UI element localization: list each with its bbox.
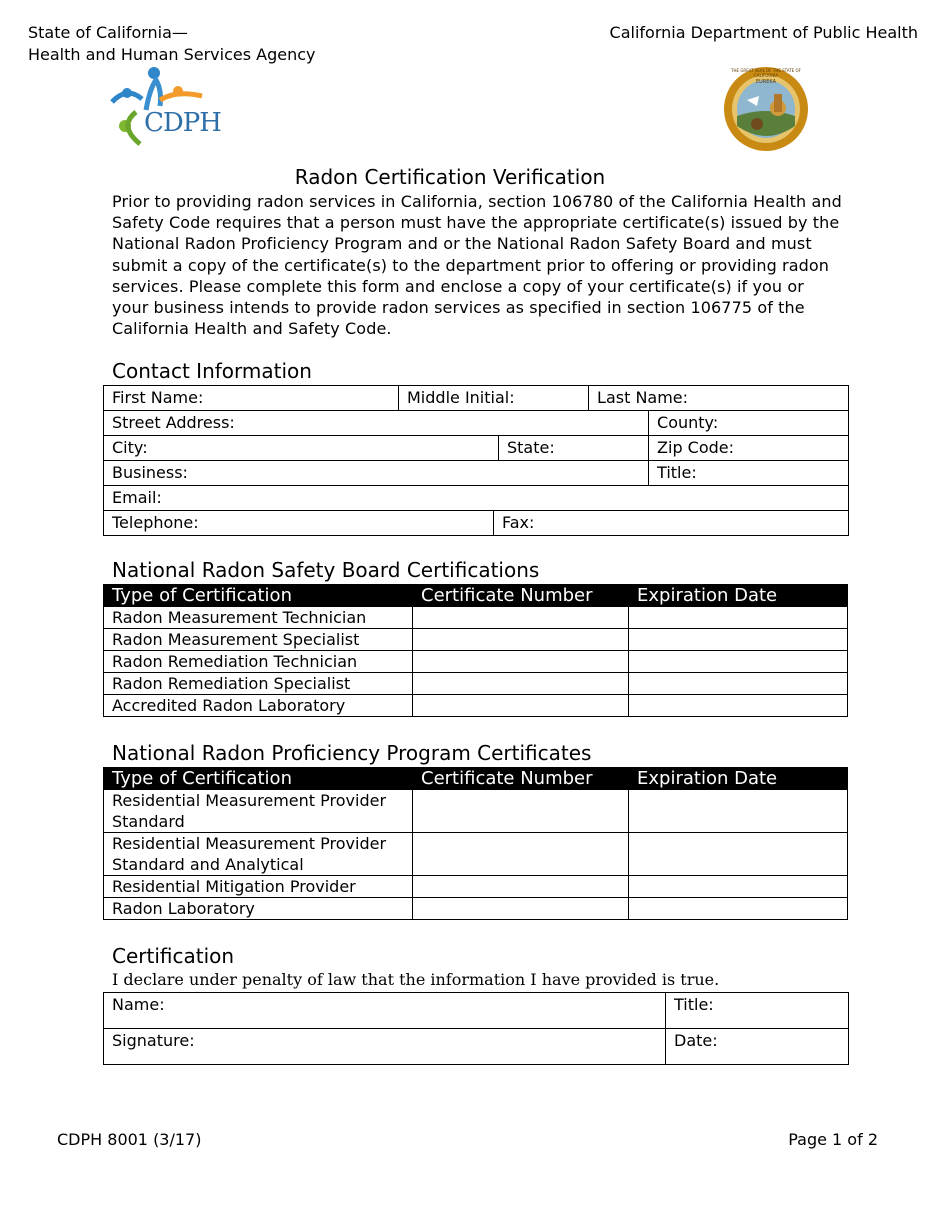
certification-type bbox=[104, 833, 413, 876]
telephone-field[interactable]: Telephone: bbox=[104, 511, 494, 536]
certificate-number-cell[interactable] bbox=[413, 898, 629, 920]
certificate-number-cell[interactable] bbox=[413, 876, 629, 898]
column-header: Certificate Number bbox=[413, 768, 629, 790]
nrpp-header-row bbox=[104, 768, 848, 790]
certification-table bbox=[103, 992, 849, 1065]
expiration-date-cell[interactable] bbox=[629, 695, 848, 717]
contact-table bbox=[103, 385, 849, 536]
street-address-field[interactable]: Street Address: bbox=[104, 411, 649, 436]
table-row bbox=[104, 629, 848, 651]
seal-motto: EUREKA bbox=[755, 79, 777, 85]
page-number: Page 1 of 2 bbox=[788, 1130, 878, 1149]
expiration-date-cell[interactable] bbox=[629, 898, 848, 920]
form-title: Radon Certification Verification bbox=[294, 165, 606, 189]
name-field[interactable]: Name: bbox=[104, 993, 666, 1029]
certificate-number-cell[interactable] bbox=[413, 607, 629, 629]
certification-type: Radon Laboratory bbox=[104, 898, 413, 920]
table-row bbox=[104, 876, 848, 898]
business-field[interactable]: Business: bbox=[104, 461, 649, 486]
certification-type bbox=[104, 790, 413, 833]
certificate-number-cell[interactable] bbox=[413, 695, 629, 717]
agency-header bbox=[28, 22, 316, 66]
expiration-date-cell[interactable] bbox=[629, 876, 848, 898]
column-header: Type of Certification bbox=[104, 768, 413, 790]
state-seal bbox=[723, 66, 809, 152]
date-field[interactable]: Date: bbox=[666, 1029, 849, 1065]
certificate-number-cell[interactable] bbox=[413, 790, 629, 833]
table-row bbox=[104, 833, 848, 876]
nrsb-table bbox=[103, 584, 848, 717]
agency-line-2: Health and Human Services Agency bbox=[28, 45, 316, 64]
certification-type: Radon Measurement Specialist bbox=[104, 629, 413, 651]
declaration-text: I declare under penalty of law that the information I have provided is true. bbox=[112, 970, 720, 989]
expiration-date-cell[interactable] bbox=[629, 607, 848, 629]
certification-type-line: Standard and Analytical bbox=[112, 855, 304, 874]
fax-field[interactable]: Fax: bbox=[494, 511, 849, 536]
signature-field[interactable]: Signature: bbox=[104, 1029, 666, 1065]
email-field[interactable]: Email: bbox=[104, 486, 849, 511]
expiration-date-cell[interactable] bbox=[629, 833, 848, 876]
column-header: Type of Certification bbox=[104, 585, 413, 607]
certification-type-line: Standard bbox=[112, 812, 185, 831]
agency-line-1: State of California— bbox=[28, 23, 188, 42]
column-header: Certificate Number bbox=[413, 585, 629, 607]
zip-code-field[interactable]: Zip Code: bbox=[649, 436, 849, 461]
certification-type: Radon Remediation Technician bbox=[104, 651, 413, 673]
state-field[interactable]: State: bbox=[499, 436, 649, 461]
form-id: CDPH 8001 (3/17) bbox=[57, 1130, 202, 1149]
nrsb-header-row bbox=[104, 585, 848, 607]
table-row bbox=[104, 607, 848, 629]
certification-type: Radon Remediation Specialist bbox=[104, 673, 413, 695]
intro-paragraph: Prior to providing radon services in California, section 106780 of the California Health and Safety Code requires that a person must have the appropriate certificate(s) issued by the National Radon Proficiency Program and or the National Radon Safety Board and must submit a copy of the certificate(s) to the department prior to offering or providing radon services. Please complete this form and enclose a copy of your certificate(s) if you or your business intends to provide radon services as specified in section 106775 of the California Health and Safety Code. bbox=[112, 192, 842, 339]
nrpp-table bbox=[103, 767, 848, 920]
seal-text: THE GREAT SEAL OF THE STATE OF CALIFORNIA bbox=[731, 68, 801, 78]
table-row bbox=[104, 651, 848, 673]
nrsb-heading: National Radon Safety Board Certifications bbox=[112, 558, 540, 582]
county-field[interactable]: County: bbox=[649, 411, 849, 436]
table-row bbox=[104, 790, 848, 833]
expiration-date-cell[interactable] bbox=[629, 673, 848, 695]
first-name-field[interactable]: First Name: bbox=[104, 386, 399, 411]
certificate-number-cell[interactable] bbox=[413, 651, 629, 673]
table-row bbox=[104, 695, 848, 717]
contact-heading: Contact Information bbox=[112, 359, 312, 383]
column-header: Expiration Date bbox=[629, 585, 848, 607]
certification-heading: Certification bbox=[112, 944, 235, 968]
cdph-logo bbox=[110, 66, 230, 146]
signer-title-field[interactable]: Title: bbox=[666, 993, 849, 1029]
table-row bbox=[104, 898, 848, 920]
table-row bbox=[104, 673, 848, 695]
title-field[interactable]: Title: bbox=[649, 461, 849, 486]
certification-type-line: Residential Measurement Provider bbox=[112, 834, 387, 853]
last-name-field[interactable]: Last Name: bbox=[589, 386, 849, 411]
expiration-date-cell[interactable] bbox=[629, 629, 848, 651]
expiration-date-cell[interactable] bbox=[629, 790, 848, 833]
certification-type: Radon Measurement Technician bbox=[104, 607, 413, 629]
certification-type: Accredited Radon Laboratory bbox=[104, 695, 413, 717]
nrpp-heading: National Radon Proficiency Program Certificates bbox=[112, 741, 592, 765]
expiration-date-cell[interactable] bbox=[629, 651, 848, 673]
certificate-number-cell[interactable] bbox=[413, 833, 629, 876]
certificate-number-cell[interactable] bbox=[413, 629, 629, 651]
logo-text: CDPH bbox=[144, 108, 221, 138]
column-header: Expiration Date bbox=[629, 768, 848, 790]
certificate-number-cell[interactable] bbox=[413, 673, 629, 695]
middle-initial-field[interactable]: Middle Initial: bbox=[399, 386, 589, 411]
city-field[interactable]: City: bbox=[104, 436, 499, 461]
certification-type-line: Residential Measurement Provider bbox=[112, 791, 387, 810]
department-name: California Department of Public Health bbox=[609, 23, 918, 42]
certification-type: Residential Mitigation Provider bbox=[104, 876, 413, 898]
